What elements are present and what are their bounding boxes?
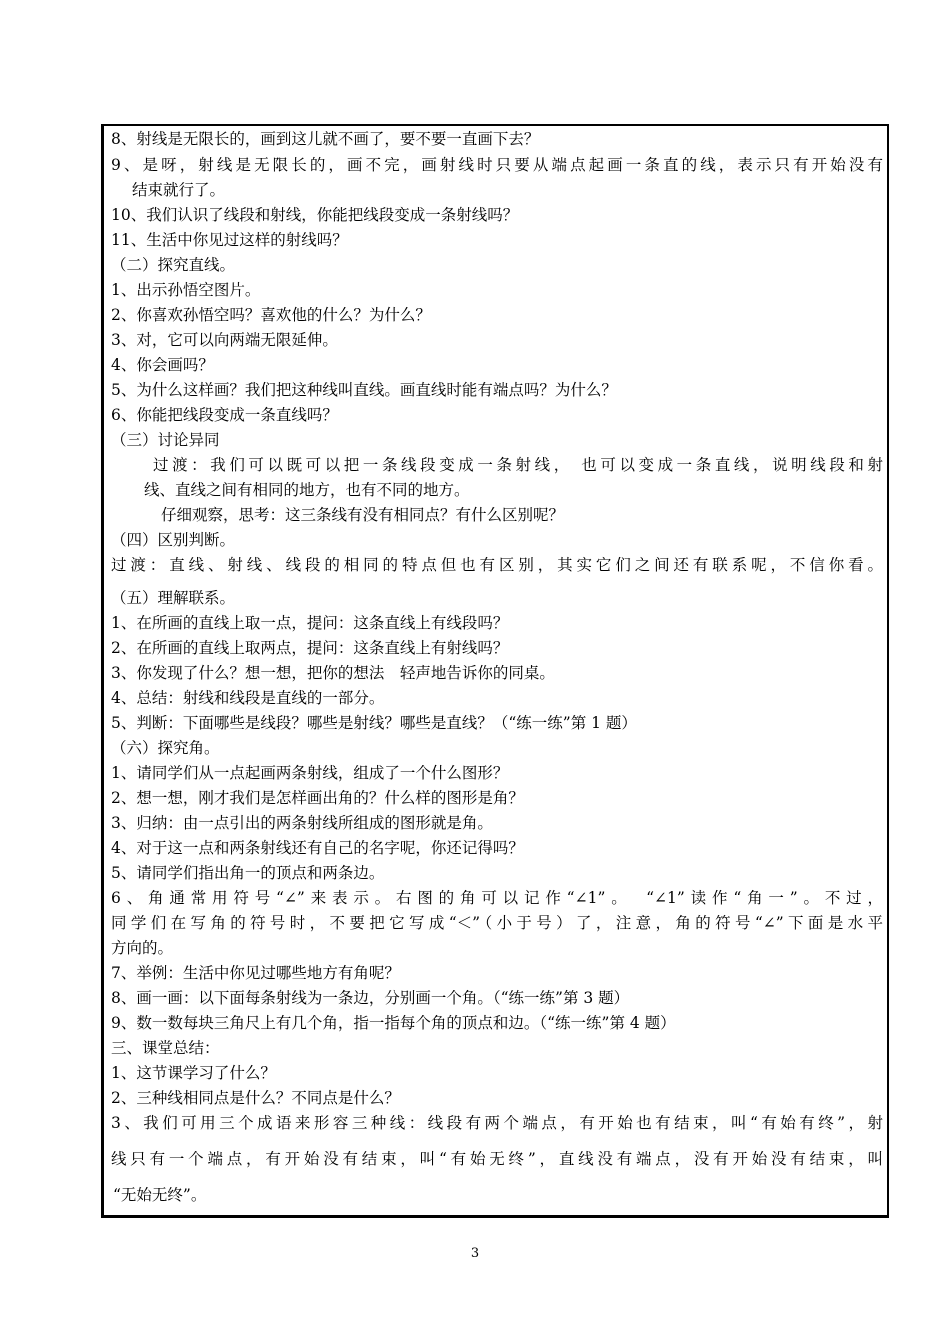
text-line: 2、想一想，刚才我们是怎样画出角的？什么样的图形是角？ xyxy=(111,789,524,807)
text-line: 2、三种线相同点是什么？不同点是什么？ xyxy=(111,1089,400,1107)
section-heading: 三、课堂总结： xyxy=(111,1039,220,1057)
text-line: 3、对，它可以向两端无限延伸。 xyxy=(111,331,338,349)
text-line: 1、出示孙悟空图片。 xyxy=(111,281,261,299)
text-line: 线、直线之间有相同的地方，也有不同的地方。 xyxy=(144,481,470,499)
text-line: 5、请同学们指出角一的顶点和两条边。 xyxy=(111,864,385,882)
text-line: 3、我们可用三个成语来形容三种线：线段有两个端点，有开始也有结束，叫“有始有终”，射 xyxy=(111,1114,883,1132)
text-line: 11、生活中你见过这样的射线吗？ xyxy=(111,231,348,249)
page-number: 3 xyxy=(470,1246,480,1261)
text-line: 2、你喜欢孙悟空吗？喜欢他的什么？为什么？ xyxy=(111,306,431,324)
text-line: 1、在所画的直线上取一点，提问：这条直线上有线段吗？ xyxy=(111,614,509,632)
section-heading: （二）探究直线。 xyxy=(111,256,236,274)
section-heading: （五）理解联系。 xyxy=(111,589,236,607)
text-line: 6、角通常用符号“∠”来表示。右图的角可以记作“∠1”。 “∠1”读作“角一”。不过， xyxy=(111,889,883,907)
text-line: 7、举例：生活中你见过哪些地方有角呢？ xyxy=(111,964,400,982)
text-line: 过渡：直线、射线、线段的相同的特点但也有区别，其实它们之间还有联系呢，不信你看。 xyxy=(111,556,883,574)
text-line: 线只有一个端点，有开始没有结束，叫“有始无终”，直线没有端点，没有开始没有结束，叫 xyxy=(111,1150,883,1168)
lesson-table-cell xyxy=(101,124,889,1218)
section-heading: （六）探究角。 xyxy=(111,739,220,757)
section-heading: （三）讨论异同 xyxy=(111,431,220,449)
text-line: 3、归纳：由一点引出的两条射线所组成的图形就是角。 xyxy=(111,814,493,832)
text-line: 结束就行了。 xyxy=(132,181,226,199)
text-line: 9、是呀，射线是无限长的，画不完，画射线时只要从端点起画一条直的线，表示只有开始没有 xyxy=(111,156,883,174)
text-line: 仔细观察，思考：这三条线有没有相同点？有什么区别呢？ xyxy=(161,506,565,524)
text-line: 2、在所画的直线上取两点，提问：这条直线上有射线吗？ xyxy=(111,639,509,657)
text-line: 8、射线是无限长的，画到这儿就不画了，要不要一直画下去？ xyxy=(111,130,540,148)
text-line: 3、你发现了什么？想一想，把你的想法 轻声地告诉你的同桌。 xyxy=(111,664,555,682)
text-line: 6、你能把线段变成一条直线吗？ xyxy=(111,406,338,424)
text-line: 1、这节课学习了什么？ xyxy=(111,1064,276,1082)
text-line: 4、总结：射线和线段是直线的一部分。 xyxy=(111,689,385,707)
text-line: 10、我们认识了线段和射线，你能把线段变成一条射线吗？ xyxy=(111,206,519,224)
text-line: 过渡：我们可以既可以把一条线段变成一条射线， 也可以变成一条直线，说明线段和射 xyxy=(153,456,883,474)
text-line: 4、对于这一点和两条射线还有自己的名字呢，你还记得吗？ xyxy=(111,839,524,857)
text-line: 1、请同学们从一点起画两条射线，组成了一个什么图形？ xyxy=(111,764,509,782)
text-line: 同学们在写角的符号时，不要把它写成“＜”（小于号）了，注意，角的符号“∠”下面是水平 xyxy=(111,914,883,932)
text-line: 5、判断：下面哪些是线段？哪些是射线？哪些是直线？（“练一练”第 1 题） xyxy=(111,714,637,732)
text-line: 方向的。 xyxy=(111,939,174,957)
text-line: 8、画一画：以下面每条射线为一条边，分别画一个角。（“练一练”第 3 题） xyxy=(111,989,630,1007)
section-heading: （四）区别判断。 xyxy=(111,531,236,549)
text-line: “无始无终”。 xyxy=(113,1186,207,1204)
text-line: 9、数一数每块三角尺上有几个角，指一指每个角的顶点和边。（“练一练”第 4 题） xyxy=(111,1014,676,1032)
text-line: 4、你会画吗？ xyxy=(111,356,214,374)
text-line: 5、为什么这样画？我们把这种线叫直线。画直线时能有端点吗？为什么？ xyxy=(111,381,617,399)
